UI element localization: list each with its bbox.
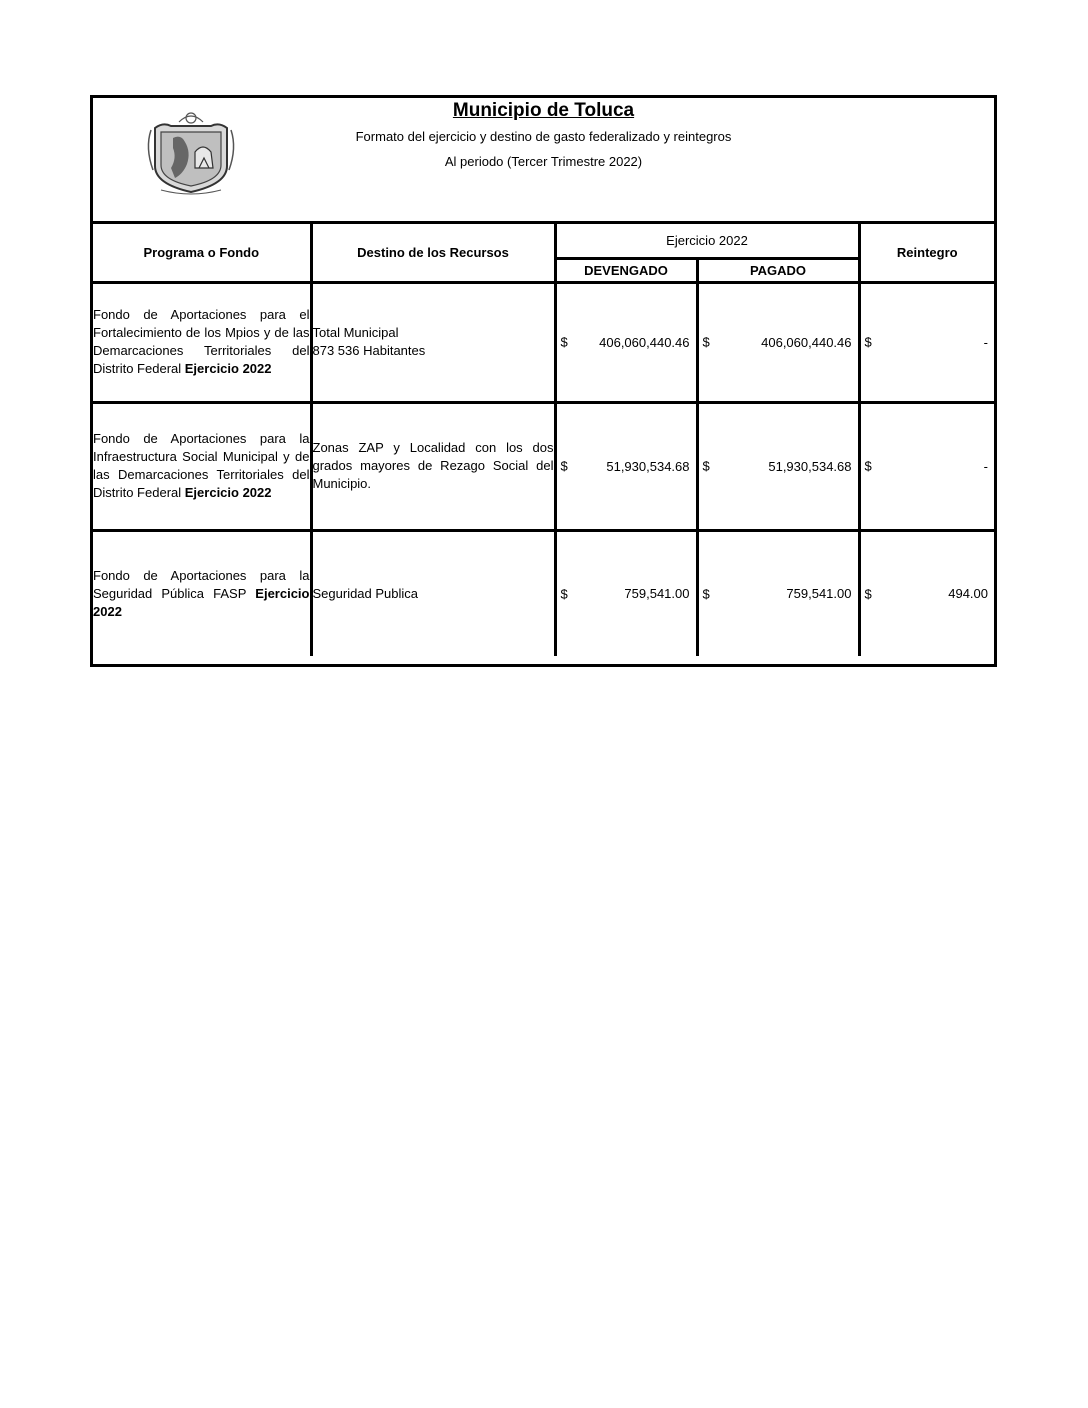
- table-row: [93, 530, 994, 656]
- column-header-pagado: PAGADO: [697, 258, 859, 282]
- column-header-reintegro: Reintegro: [859, 224, 994, 282]
- reintegro-cell: $ 494.00: [859, 530, 994, 656]
- pagado-cell: $ 51,930,534.68: [697, 402, 859, 530]
- reintegro-cell: $ -: [859, 282, 994, 402]
- column-header-destino: Destino de los Recursos: [311, 224, 555, 282]
- reintegro-cell: $ -: [859, 402, 994, 530]
- programa-cell: Fondo de Aportaciones para la Seguridad Pública FASP Ejercicio 2022: [93, 530, 311, 656]
- funds-table: [93, 224, 994, 656]
- column-header-devengado: DEVENGADO: [555, 258, 697, 282]
- destino-cell: Total Municipal 873 536 Habitantes: [311, 282, 555, 402]
- column-header-ejercicio: Ejercicio 2022: [555, 224, 859, 258]
- devengado-cell: $ 406,060,440.46: [555, 282, 697, 402]
- report-frame: [90, 95, 997, 667]
- table-row: [93, 282, 994, 402]
- destino-cell: Seguridad Publica: [311, 530, 555, 656]
- report-header: [93, 98, 994, 224]
- programa-cell: Fondo de Aportaciones para el Fortalecimiento de los Mpios y de las Demarcaciones Territoriales del Distrito Federal Ejercicio 2022: [93, 282, 311, 402]
- programa-cell: Fondo de Aportaciones para la Infraestructura Social Municipal y de las Demarcaciones Territoriales del Distrito Federal Ejercicio 2022: [93, 402, 311, 530]
- report-period: Al periodo (Tercer Trimestre 2022): [444, 154, 643, 169]
- table-row: [93, 402, 994, 530]
- devengado-cell: $ 51,930,534.68: [555, 402, 697, 530]
- devengado-cell: $ 759,541.00: [555, 530, 697, 656]
- page-subtitle: Formato del ejercicio y destino de gasto federalizado y reintegros: [355, 129, 732, 144]
- destino-cell: Zonas ZAP y Localidad con los dos grados mayores de Rezago Social del Municipio.: [311, 402, 555, 530]
- pagado-cell: $ 759,541.00: [697, 530, 859, 656]
- column-header-programa: Programa o Fondo: [93, 224, 311, 282]
- pagado-cell: $ 406,060,440.46: [697, 282, 859, 402]
- page-title: Municipio de Toluca: [452, 100, 635, 121]
